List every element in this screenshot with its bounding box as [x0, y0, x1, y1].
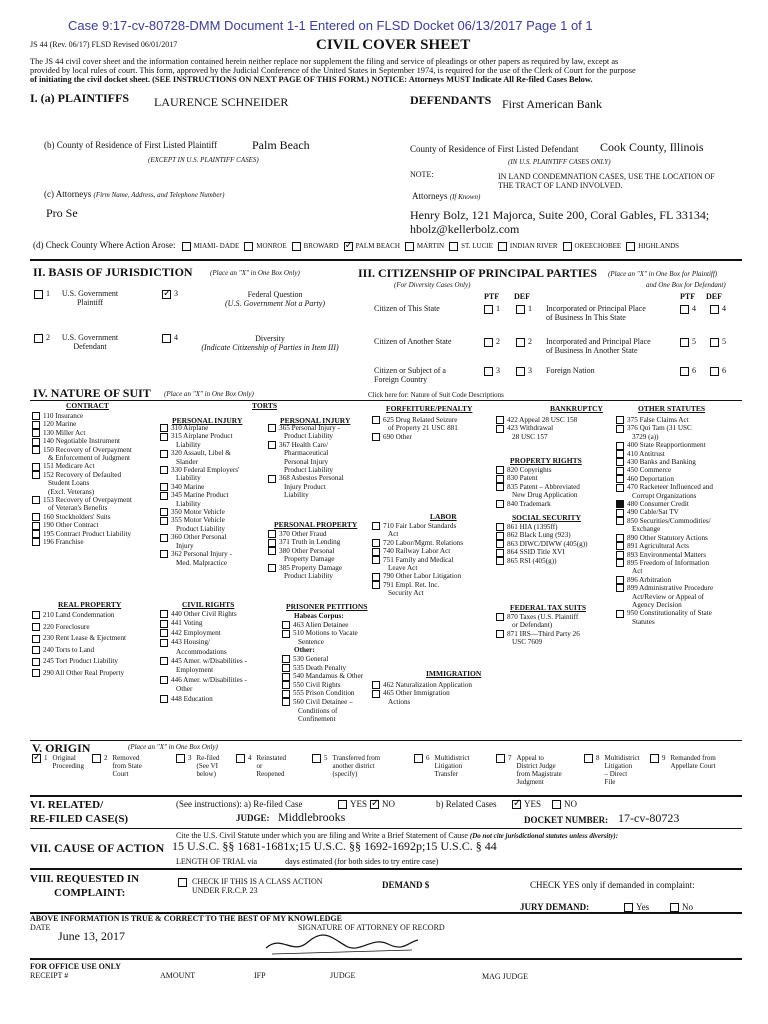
- pp-list: [268, 530, 342, 580]
- plaintiff-residence-value[interactable]: Palm Beach: [252, 138, 310, 152]
- nature-title: IV. NATURE OF SUIT: [33, 386, 151, 400]
- list-item[interactable]: 710 Fair Labor Standards: [372, 522, 463, 530]
- social-security-head: SOCIAL SECURITY: [512, 513, 581, 522]
- defendant-residence-label: County of Residence of First Listed Defendant: [410, 144, 579, 154]
- other-statutes-list: [616, 416, 713, 626]
- defendant-attorney-label: Attorneys (If Known): [412, 191, 481, 201]
- judge-label: JUDGE:: [236, 813, 270, 823]
- list-item[interactable]: 896 Arbitration: [616, 576, 713, 584]
- county-option[interactable]: ST. LUCIE: [449, 241, 493, 250]
- list-item[interactable]: 130 Miller Act: [32, 429, 132, 437]
- list-item: Security Act: [388, 589, 424, 598]
- pi-head: PERSONAL INJURY: [172, 416, 243, 425]
- list-item[interactable]: 350 Motor Vehicle: [160, 508, 239, 516]
- list-item[interactable]: 560 Civil Detainee –: [282, 698, 363, 707]
- nature-hint: (Place an "X" in One Box Only): [164, 390, 254, 398]
- trial-length: LENGTH OF TRIAL via days estimated (for both sides to try entire case): [176, 857, 439, 866]
- list-item[interactable]: 120 Marine: [32, 420, 132, 428]
- defendants-value[interactable]: First American Bank: [502, 97, 602, 111]
- list-item[interactable]: 152 Recovery of Defaulted: [32, 471, 132, 479]
- jurisdiction-2-label: U.S. Government Defendant: [61, 333, 119, 351]
- origin-option-4[interactable]: 4 Reinstated or Reopened: [236, 754, 286, 778]
- plaintiffs-value[interactable]: LAURENCE SCHNEIDER: [154, 95, 289, 109]
- list-item[interactable]: 362 Personal Injury -: [160, 550, 239, 558]
- note-text: IN LAND CONDEMNATION CASES, USE THE LOCATION OF THE TRACT OF LAND INVOLVED.: [498, 172, 715, 190]
- list-item: Confinement: [298, 715, 336, 724]
- county-option[interactable]: OKEECHOBEE: [563, 241, 622, 250]
- defendant-residence-value[interactable]: Cook County, Illinois: [600, 140, 704, 154]
- plaintiff-residence-label: (b) County of Residence of First Listed Plaintiff: [44, 140, 218, 150]
- property-rights-list: [496, 466, 580, 508]
- class-action-label: CHECK IF THIS IS A CLASS ACTION UNDER F.R.C.P. 23: [192, 877, 323, 895]
- list-item[interactable]: 441 Voting: [160, 619, 247, 628]
- defendant-residence-note: (IN U.S. PLAINTIFF CASES ONLY): [508, 158, 611, 166]
- forfeiture-head: FORFEITURE/PENALTY: [386, 404, 473, 413]
- list-item[interactable]: 460 Deportation: [616, 475, 713, 483]
- list-item[interactable]: 245 Tort Product Liability: [32, 656, 126, 668]
- immigration-head: IMMIGRATION: [426, 669, 482, 678]
- list-item[interactable]: 751 Family and Medical: [372, 556, 463, 564]
- list-item[interactable]: 220 Foreclosure: [32, 622, 126, 634]
- origin-option-3[interactable]: 3 Re-filed (See VI below): [176, 754, 219, 778]
- list-item[interactable]: 830 Patent: [496, 474, 580, 482]
- federal-tax-list: [496, 613, 580, 647]
- civil-rights-list: [160, 610, 247, 704]
- list-item[interactable]: 540 Mandamus & Other: [282, 672, 363, 681]
- plaintiff-attorney-value[interactable]: Pro Se: [46, 206, 78, 220]
- labor-list: [372, 522, 463, 598]
- list-item[interactable]: 790 Other Labor Litigation: [372, 572, 463, 580]
- list-item: Act: [388, 530, 399, 539]
- bankruptcy-list: [496, 416, 577, 441]
- list-item[interactable]: 195 Contract Product Liability: [32, 530, 132, 538]
- list-item: of Veteran's Benefits: [48, 504, 108, 513]
- origin-option-2[interactable]: 2 Removed from State Court: [92, 754, 142, 778]
- list-item: 3729 (a)): [632, 432, 659, 441]
- jurisdiction-hint: (Place an "X" in One Box Only): [210, 269, 300, 277]
- list-item[interactable]: 850 Securities/Commodities/: [616, 517, 713, 525]
- contract-list: [32, 412, 132, 547]
- list-item: Agency Decision: [632, 600, 682, 609]
- mag-judge-label: MAG JUDGE: [482, 972, 528, 981]
- list-item[interactable]: 330 Federal Employers': [160, 466, 239, 474]
- list-item: of Property 21 USC 881: [388, 424, 458, 433]
- list-item[interactable]: 340 Marine: [160, 483, 239, 491]
- list-item: USC 7609: [512, 638, 543, 647]
- origin-option-6[interactable]: 6 Multidistrict Litigation Transfer: [414, 754, 470, 778]
- related-no[interactable]: NO: [552, 799, 577, 809]
- county-option[interactable]: INDIAN RIVER: [498, 241, 558, 250]
- contract-head: CONTRACT: [66, 401, 109, 410]
- check-yes-note: CHECK YES only if demanded in complaint:: [530, 880, 695, 890]
- ifp-label: IFP: [254, 971, 266, 980]
- list-item[interactable]: 891 Agricultural Acts: [616, 542, 713, 550]
- plaintiff-attorney-label: (c) Attorneys (Firm Name, Address, and Telephone Number): [44, 189, 225, 199]
- list-item[interactable]: 360 Other Personal: [160, 533, 239, 541]
- list-item: Liability: [176, 499, 201, 508]
- list-item[interactable]: 863 DIWC/DIWW (405(g)): [496, 540, 588, 548]
- jurisdiction-4-label: Diversity (Indicate Citizenship of Parties in Item III): [201, 334, 339, 352]
- list-item[interactable]: 371 Truth in Lending: [268, 538, 342, 546]
- county-option[interactable]: MIAMI- DADE: [182, 241, 240, 250]
- list-item[interactable]: 950 Constitutionality of State: [616, 609, 713, 617]
- case-header: Case 9:17-cv-80728-DMM Document 1-1 Entered on FLSD Docket 06/13/2017 Page 1 of 1: [68, 18, 593, 33]
- list-item[interactable]: 465 Other Immigration: [372, 689, 472, 697]
- list-item[interactable]: 230 Rent Lease & Ejectment: [32, 633, 126, 645]
- list-item: Corrupt Organizations: [632, 491, 697, 500]
- def-checkbox[interactable]: 3: [516, 366, 532, 376]
- list-item[interactable]: 445 Amer. w/Disabilities -: [160, 657, 247, 666]
- list-item[interactable]: 895 Freedom of Information: [616, 559, 713, 567]
- list-item[interactable]: 190 Other Contract: [32, 521, 132, 529]
- list-item[interactable]: 510 Motions to Vacate: [282, 629, 363, 638]
- citizenship-row-label: Citizen of This State: [374, 304, 440, 313]
- office-use: FOR OFFICE USE ONLY: [30, 962, 122, 971]
- jurisdiction-1-label: U.S. Government Plaintiff: [61, 289, 119, 307]
- date-value[interactable]: June 13, 2017: [58, 929, 125, 943]
- list-item[interactable]: 376 Qui Tam (31 USC: [616, 424, 713, 432]
- list-item[interactable]: 862 Black Lung (923): [496, 531, 588, 539]
- above-info: ABOVE INFORMATION IS TRUE & CORRECT TO THE BEST OF MY KNOWLEDGE: [30, 914, 342, 923]
- defendant-attorney-line1[interactable]: Henry Bolz, 121 Majorca, Suite 200, Coral Gables, FL 33134;: [410, 208, 710, 222]
- nature-click-link[interactable]: Click here for: Nature of Suit Code Descriptions: [368, 391, 504, 399]
- list-item[interactable]: 440 Other Civil Rights: [160, 610, 247, 619]
- plaintiffs-label: I. (a) PLAINTIFFS: [30, 91, 130, 105]
- plaintiff-residence-note: (EXCEPT IN U.S. PLAINTIFF CASES): [148, 156, 259, 164]
- list-item: 28 USC 157: [512, 432, 548, 441]
- amount-label: AMOUNT: [160, 971, 196, 980]
- list-item: Product Liability: [176, 524, 225, 533]
- origin-title: V. ORIGIN: [32, 741, 91, 755]
- list-item[interactable]: 380 Other Personal: [268, 547, 342, 555]
- related-cases-label: b) Related Cases: [436, 799, 497, 809]
- citizenship-hint2: (For Diversity Cases Only): [394, 281, 471, 289]
- list-item: Other: [176, 685, 193, 694]
- citizenship-row-right-label: Incorporated and Principal Place of Business In Another State: [546, 337, 651, 355]
- ptf-checkbox[interactable]: 2: [484, 337, 500, 347]
- origin-option-9[interactable]: 9 Remanded from Appellate Court: [650, 754, 716, 770]
- pi2-head: PERSONAL INJURY: [280, 416, 351, 425]
- citizenship-hint3: and One Box for Defendant): [646, 281, 726, 289]
- list-item: & Enforcement of Judgment: [48, 454, 131, 463]
- cause-value[interactable]: 15 U.S.C. §§ 1681-1681x;15 U.S.C. §§ 1692-1692p;15 U.S.C. § 44: [172, 839, 497, 853]
- list-item[interactable]: 400 State Reapportionment: [616, 441, 713, 449]
- list-item: (Excl. Veterans): [48, 487, 95, 496]
- county-check-row: (d) Check County Where Action Arose: MIAMI- DADE MONROE BROWARD ✓ PALM BEACH MARTIN ST. LUCIE INDIAN RIVER OKEECHOBEE HIGHLANDS: [33, 239, 680, 251]
- list-item: Student Loans: [48, 479, 90, 488]
- refiled-yes[interactable]: YES: [338, 799, 367, 809]
- list-item: Employment: [176, 666, 214, 675]
- list-item[interactable]: 890 Other Statutory Actions: [616, 534, 713, 542]
- list-item: Act/Review or Appeal of: [632, 592, 705, 601]
- jurisdiction-3[interactable]: ✓ 3: [163, 287, 178, 299]
- ptf-checkbox[interactable]: 4: [680, 304, 696, 314]
- list-item[interactable]: 410 Antitrust: [616, 450, 713, 458]
- citizenship-row-right-label: Foreign Nation: [546, 366, 595, 375]
- jurisdiction-1[interactable]: 1: [34, 289, 50, 299]
- related-yes[interactable]: ✓ YES: [513, 798, 542, 810]
- list-item[interactable]: 448 Education: [160, 695, 247, 704]
- other-statutes-head: OTHER STATUTES: [638, 404, 706, 413]
- list-item[interactable]: 160 Stockholders' Suits: [32, 513, 132, 521]
- origin-option-1[interactable]: ✓ 1 Original Proceeding: [33, 752, 84, 770]
- torts-head: TORTS: [252, 401, 278, 410]
- county-option[interactable]: HIGHLANDS: [626, 241, 679, 250]
- list-item[interactable]: 690 Other: [372, 433, 458, 441]
- list-item[interactable]: 840 Trademark: [496, 500, 580, 508]
- docket-label: DOCKET NUMBER:: [524, 815, 609, 825]
- list-item: Liability: [176, 474, 201, 483]
- list-item: Injury: [176, 541, 194, 550]
- list-item[interactable]: 310 Airplane: [160, 424, 239, 432]
- pi2-list: [268, 424, 344, 500]
- list-item[interactable]: 385 Property Damage: [268, 564, 342, 572]
- list-item: Injury Product: [284, 482, 326, 491]
- real-property-list: [32, 610, 126, 680]
- origin-option-8[interactable]: 8 Multidistrict Litigation – Direct File: [584, 754, 640, 786]
- list-item: Product Liability: [284, 432, 333, 441]
- def-head: DEF: [514, 292, 530, 301]
- citizenship-row-right-label: Incorporated or Principal Place of Business In This State: [546, 304, 646, 322]
- list-item: Act: [632, 567, 643, 576]
- origin-option-5[interactable]: 5 Transferred from another district (specify): [312, 754, 380, 778]
- def-checkbox[interactable]: 5: [710, 337, 726, 347]
- defendant-attorney-line2[interactable]: hbolz@kellerbolz.com: [410, 222, 520, 236]
- county-option[interactable]: MONROE: [244, 241, 286, 250]
- list-item[interactable]: 899 Administrative Procedure: [616, 584, 713, 592]
- list-item[interactable]: 423 Withdrawal: [496, 424, 577, 432]
- prisoner-head: PRISONER PETITIONS: [286, 602, 368, 611]
- federal-tax-head: FEDERAL TAX SUITS: [510, 603, 586, 612]
- pi-list: [160, 424, 239, 567]
- form-id: JS 44 (Rev. 06/17) FLSD Revised 06/01/2017: [30, 40, 178, 49]
- list-item[interactable]: 196 Franchise: [32, 538, 132, 546]
- list-item: Sentence: [298, 637, 324, 646]
- bankruptcy-head: BANKRUPTCY: [550, 404, 603, 413]
- list-item[interactable]: 151 Medicare Act: [32, 462, 132, 470]
- judge-footer-label: JUDGE: [330, 971, 356, 980]
- requested-title: VIII. REQUESTED IN COMPLAINT:: [30, 873, 140, 899]
- list-item: Other:: [294, 646, 315, 655]
- real-property-head: REAL PROPERTY: [58, 600, 122, 609]
- list-item: New Drug Application: [512, 491, 578, 500]
- forfeiture-list: [372, 416, 458, 441]
- list-item[interactable]: 153 Recovery of Overpayment: [32, 496, 132, 504]
- def-checkbox[interactable]: 6: [710, 366, 726, 376]
- list-item[interactable]: 870 Taxes (U.S. Plaintiff: [496, 613, 580, 621]
- list-item: Pharmaceutical: [284, 449, 329, 458]
- list-item: Med. Malpractice: [176, 558, 228, 567]
- jury-demand-label: JURY DEMAND:: [520, 902, 590, 912]
- list-item[interactable]: 555 Prison Condition: [282, 689, 363, 698]
- civil-rights-head: CIVIL RIGHTS: [182, 600, 235, 609]
- list-item[interactable]: 480 Consumer Credit: [616, 500, 713, 508]
- county-option[interactable]: BROWARD: [292, 241, 339, 250]
- jurisdiction-4[interactable]: 4: [162, 333, 178, 343]
- list-item[interactable]: 550 Civil Rights: [282, 681, 363, 690]
- list-item[interactable]: 422 Appeal 28 USC 158: [496, 416, 577, 424]
- receipt-label: RECEIPT #: [30, 971, 69, 980]
- county-option[interactable]: MARTIN: [405, 241, 444, 250]
- list-item[interactable]: 835 Patent – Abbreviated: [496, 483, 580, 491]
- citizenship-title: III. CITIZENSHIP OF PRINCIPAL PARTIES: [358, 266, 598, 280]
- list-item[interactable]: 490 Cable/Sat TV: [616, 508, 713, 516]
- jury-yes[interactable]: Yes: [624, 902, 649, 912]
- list-item[interactable]: 210 Land Condemnation: [32, 610, 126, 622]
- origin-hint: (Place an "X" in One Box Only): [128, 743, 218, 751]
- jurisdiction-2[interactable]: 2: [34, 333, 50, 343]
- ptf-head: PTF: [484, 292, 500, 301]
- property-rights-head: PROPERTY RIGHTS: [510, 456, 582, 465]
- jurisdiction-3-label: Federal Question (U.S. Government Not a Party): [225, 290, 325, 308]
- list-item: Leave Act: [388, 564, 418, 573]
- labor-head: LABOR: [430, 512, 457, 521]
- list-item[interactable]: 450 Commerce: [616, 466, 713, 474]
- ptf-checkbox[interactable]: 6: [680, 366, 696, 376]
- citizenship-hint: (Place an "X" in One Box for Plaintiff): [608, 270, 718, 278]
- list-item[interactable]: 470 Racketeer Influenced and: [616, 483, 713, 491]
- def-checkbox[interactable]: 4: [710, 304, 726, 314]
- list-item: Slander: [176, 457, 198, 466]
- intro-text: The JS 44 civil cover sheet and the information contained herein neither replace nor supplement the filing and service of pleadings or other papers as required by law, except as provided by local rules of court. This form, approved by the Judicial Conference of the United States in September 1974, is required for the use of the Clerk of Court for the purpose of initiating the civil docket sheet. (SEE INSTRUCTIONS ON NEXT PAGE OF THIS FORM.) NOTICE: Attorneys MUST Indicate All Re-filed Cases Below.: [30, 57, 636, 84]
- list-item[interactable]: 535 Death Penalty: [282, 664, 363, 673]
- def-checkbox[interactable]: 2: [516, 337, 532, 347]
- list-item[interactable]: 240 Torts to Land: [32, 645, 126, 657]
- list-item[interactable]: 446 Amer. w/Disabilities -: [160, 676, 247, 685]
- list-item: Liability: [284, 491, 309, 500]
- list-item[interactable]: 462 Naturalization Application: [372, 681, 472, 689]
- list-item[interactable]: 530 General: [282, 655, 363, 664]
- page-title: CIVIL COVER SHEET: [316, 37, 471, 53]
- list-item: Property Damage: [284, 555, 335, 564]
- def-checkbox[interactable]: 1: [516, 304, 532, 314]
- ptf-head-2: PTF: [680, 292, 696, 301]
- list-item: Habeas Corpus:: [294, 612, 344, 620]
- list-item[interactable]: 720 Labor/Mgmt. Relations: [372, 539, 463, 547]
- immigration-list: [372, 681, 472, 706]
- ptf-checkbox[interactable]: 3: [484, 366, 500, 376]
- date-label: DATE: [30, 923, 51, 932]
- list-item: Conditions of: [298, 706, 338, 715]
- list-item[interactable]: 463 Alien Detainee: [282, 621, 363, 630]
- jury-no[interactable]: No: [670, 902, 693, 912]
- list-item: Personal Injury: [284, 457, 329, 466]
- list-item[interactable]: 315 Airplane Product: [160, 432, 239, 440]
- list-item[interactable]: 140 Negotiable Instrument: [32, 437, 132, 445]
- list-item[interactable]: 442 Employment: [160, 629, 247, 638]
- list-item[interactable]: 625 Drug Related Seizure: [372, 416, 458, 424]
- defendants-label: DEFENDANTS: [410, 93, 492, 107]
- origin-option-7[interactable]: 7 Appeal to District Judge from Magistrate Judgment: [496, 754, 562, 786]
- list-item: Liability: [176, 440, 201, 449]
- cause-intro: Cite the U.S. Civil Statute under which you are filing and Write a Brief Statement of Cause (Do not cite jurisdictional statutes unless diversity):: [176, 831, 619, 840]
- demand-label: DEMAND $: [382, 880, 430, 890]
- list-item: Accommodations: [176, 647, 227, 656]
- list-item: Product Liability: [284, 466, 333, 475]
- pp-head: PERSONAL PROPERTY: [274, 520, 358, 529]
- list-item[interactable]: 110 Insurance: [32, 412, 132, 420]
- list-item[interactable]: 365 Personal Injury -: [268, 424, 344, 432]
- cause-title: VII. CAUSE OF ACTION: [30, 841, 165, 855]
- list-item[interactable]: 370 Other Fraud: [268, 530, 342, 538]
- list-item[interactable]: 871 IRS—Third Party 26: [496, 630, 580, 638]
- related-instructions: (See instructions): a) Re-filed Case: [176, 799, 303, 809]
- social-security-list: [496, 523, 588, 565]
- list-item[interactable]: 375 False Claims Act: [616, 416, 713, 424]
- prisoner-list: [282, 612, 363, 724]
- list-item[interactable]: 368 Asbestos Personal: [268, 474, 344, 482]
- list-item[interactable]: 820 Copyrights: [496, 466, 580, 474]
- list-item[interactable]: 367 Health Care/: [268, 441, 344, 449]
- list-item[interactable]: 861 HIA (1395ff): [496, 523, 588, 531]
- attorney-signature: [262, 930, 422, 960]
- signature-label: SIGNATURE OF ATTORNEY OF RECORD: [298, 923, 445, 932]
- list-item[interactable]: 865 RSI (405(g)): [496, 557, 588, 565]
- related-title: VI. RELATED/ RE-FILED CASE(S): [30, 799, 129, 825]
- ptf-checkbox[interactable]: 5: [680, 337, 696, 347]
- list-item[interactable]: 740 Railway Labor Act: [372, 547, 463, 555]
- list-item[interactable]: 791 Empl. Ret. Inc.: [372, 581, 463, 589]
- citizenship-row-label: Citizen of Another State: [374, 337, 452, 346]
- list-item[interactable]: 150 Recovery of Overpayment: [32, 446, 132, 454]
- list-item: Statutes: [632, 617, 655, 626]
- judge-value[interactable]: Middlebrooks: [278, 810, 346, 824]
- list-item: Exchange: [632, 525, 661, 534]
- jurisdiction-title: II. BASIS OF JURISDICTION: [33, 265, 193, 279]
- ptf-checkbox[interactable]: 1: [484, 304, 500, 314]
- list-item: Product Liability: [284, 572, 333, 581]
- docket-value[interactable]: 17-cv-80723: [618, 811, 680, 825]
- class-action-checkbox[interactable]: [178, 877, 190, 887]
- list-item[interactable]: 864 SSID Title XVI: [496, 548, 588, 556]
- note-label: NOTE:: [410, 170, 434, 179]
- list-item[interactable]: 443 Housing/: [160, 638, 247, 647]
- citizenship-row-label: Citizen or Subject of a Foreign Country: [374, 366, 446, 384]
- list-item[interactable]: 320 Assault, Libel &: [160, 449, 239, 457]
- list-item[interactable]: 290 All Other Real Property: [32, 668, 126, 680]
- list-item[interactable]: 345 Marine Product: [160, 491, 239, 499]
- list-item: Actions: [388, 697, 411, 706]
- list-item[interactable]: 430 Banks and Banking: [616, 458, 713, 466]
- county-option[interactable]: ✓ PALM BEACH: [344, 239, 400, 251]
- list-item: or Defendant): [512, 621, 553, 630]
- list-item[interactable]: 355 Motor Vehicle: [160, 516, 239, 524]
- list-item[interactable]: 893 Environmental Matters: [616, 551, 713, 559]
- def-head-2: DEF: [706, 292, 722, 301]
- refiled-no[interactable]: ✓ NO: [371, 798, 395, 810]
